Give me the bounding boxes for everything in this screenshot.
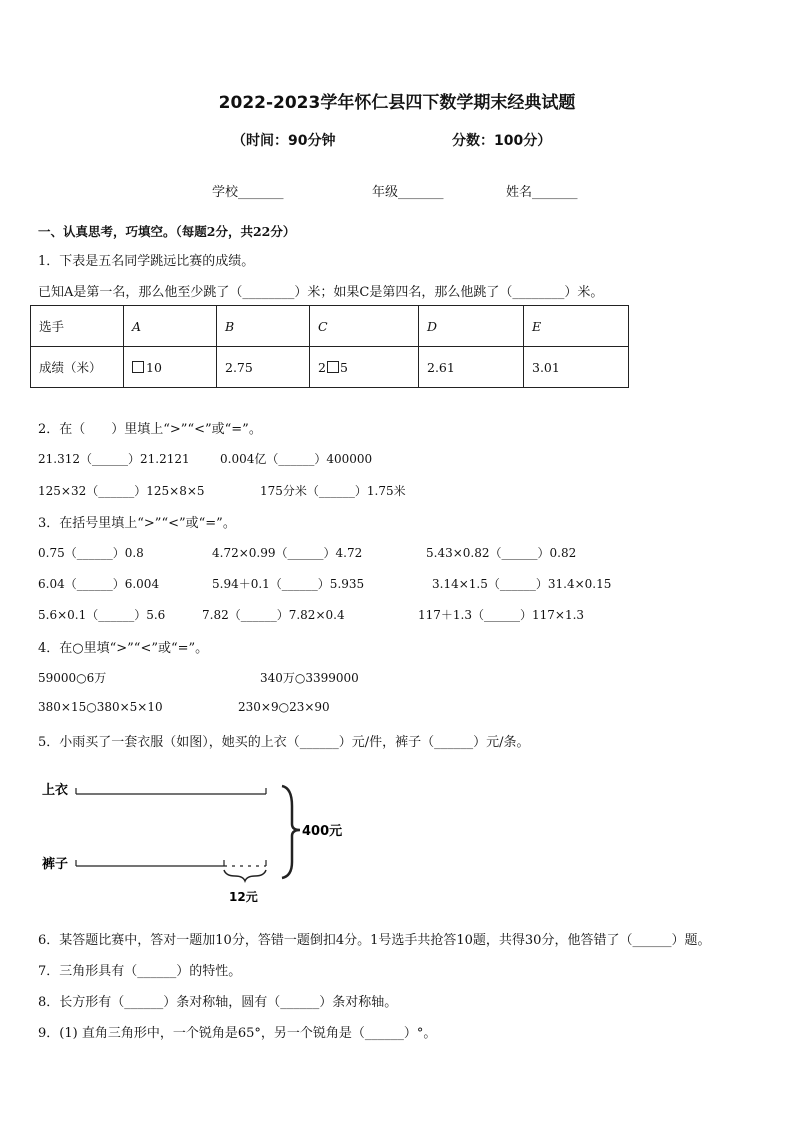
value-text: 10 (146, 359, 162, 375)
value-text: 2 (318, 359, 326, 375)
time-limit: （时间：90分钟 (232, 133, 336, 149)
total-label: 400元 (302, 824, 343, 839)
question-4-item: 340万○3399000 (260, 671, 359, 685)
table-cell: E (524, 306, 629, 347)
question-3-item: 5.43×0.82（______）0.82 (426, 546, 577, 560)
question-3-item: 3.14×1.5（______）31.4×0.15 (432, 577, 612, 591)
question-2-item: 125×32（______）125×8×5 (38, 484, 205, 498)
value-text: 5 (339, 359, 348, 375)
question-3-item: 0.75（______）0.8 (38, 546, 144, 560)
school-field: 学校_______ (212, 185, 284, 200)
table-cell: 选手 (31, 306, 124, 347)
question-4-item: 230×9○23×90 (238, 700, 330, 714)
question-8: 8．长方形有（______）条对称轴，圆有（______）条对称轴。 (38, 995, 398, 1010)
table-cell: A (124, 306, 217, 347)
question-5-stem: 5．小雨买了一套衣服（如图），她买的上衣（______）元/件，裤子（______）元/条。 (38, 735, 530, 750)
table-cell: B (217, 306, 310, 347)
question-3-stem: 3．在括号里填上“>”“<”或“=”。 (38, 516, 236, 531)
question-4-item: 59000○6万 (38, 671, 107, 685)
name-field: 姓名_______ (506, 185, 578, 200)
table-cell: 3.01 (524, 347, 629, 388)
question-3-item: 6.04（______）6.004 (38, 577, 160, 591)
question-3-item: 5.94＋0.1（______）5.935 (212, 577, 365, 591)
table-cell: C (310, 306, 419, 347)
table-cell: D (419, 306, 524, 347)
question-3-item: 4.72×0.99（______）4.72 (212, 546, 363, 560)
page-title: 2022-2023学年怀仁县四下数学期末经典试题 (218, 93, 576, 113)
table-cell (310, 347, 419, 388)
diff-label: 12元 (229, 890, 258, 904)
table-row (31, 306, 629, 347)
diff-brace (224, 870, 266, 881)
question-2-item: 21.312（______）21.2121 (38, 452, 190, 466)
table-row (31, 347, 629, 388)
question-2-item: 175分米（______）1.75米 (260, 484, 406, 498)
question-1-stem: 1．下表是五名同学跳远比赛的成绩。 (38, 254, 255, 269)
question-4-item: 380×15○380×5×10 (38, 700, 163, 714)
pants-label: 裤子 (42, 857, 69, 872)
grade-field: 年级_______ (372, 185, 444, 200)
table-cell: 2.75 (217, 347, 310, 388)
shirt-label: 上衣 (42, 783, 69, 798)
question-2-stem: 2．在（ ）里填上“>”“<”或“=”。 (38, 422, 262, 437)
section-heading: 一、认真思考，巧填空。（每题2分，共22分） (38, 224, 296, 239)
blank-box[interactable] (132, 361, 144, 373)
question-1-sub: 已知A是第一名，那么他至少跳了（________）米；如果C是第四名，那么他跳了（________）米。 (38, 285, 604, 300)
question-9: 9．(1) 直角三角形中，一个锐角是65°，另一个锐角是（______）°。 (38, 1026, 437, 1041)
clothes-diagram (30, 770, 350, 910)
table-cell: 2.61 (419, 347, 524, 388)
table-cell: 成绩（米） (31, 347, 124, 388)
question-6: 6．某答题比赛中，答对一题加10分，答错一题倒扣4分。1号选手共抢答10题，共得30分，他答错了（______）题。 (38, 933, 711, 948)
question-3-item: 5.6×0.1（______）5.6 (38, 608, 166, 622)
question-7: 7．三角形具有（______）的特性。 (38, 964, 242, 979)
question-3-item: 7.82（______）7.82×0.4 (202, 608, 345, 622)
question-4-stem: 4．在○里填“>”“<”或“=”。 (38, 641, 209, 656)
total-brace (282, 786, 300, 878)
question-2-item: 0.004亿（______）400000 (220, 452, 373, 466)
table-cell (124, 347, 217, 388)
total-score: 分数：100分） (452, 133, 552, 149)
score-table (30, 305, 629, 388)
question-3-item: 117＋1.3（______）117×1.3 (418, 608, 585, 622)
blank-box[interactable] (327, 361, 339, 373)
